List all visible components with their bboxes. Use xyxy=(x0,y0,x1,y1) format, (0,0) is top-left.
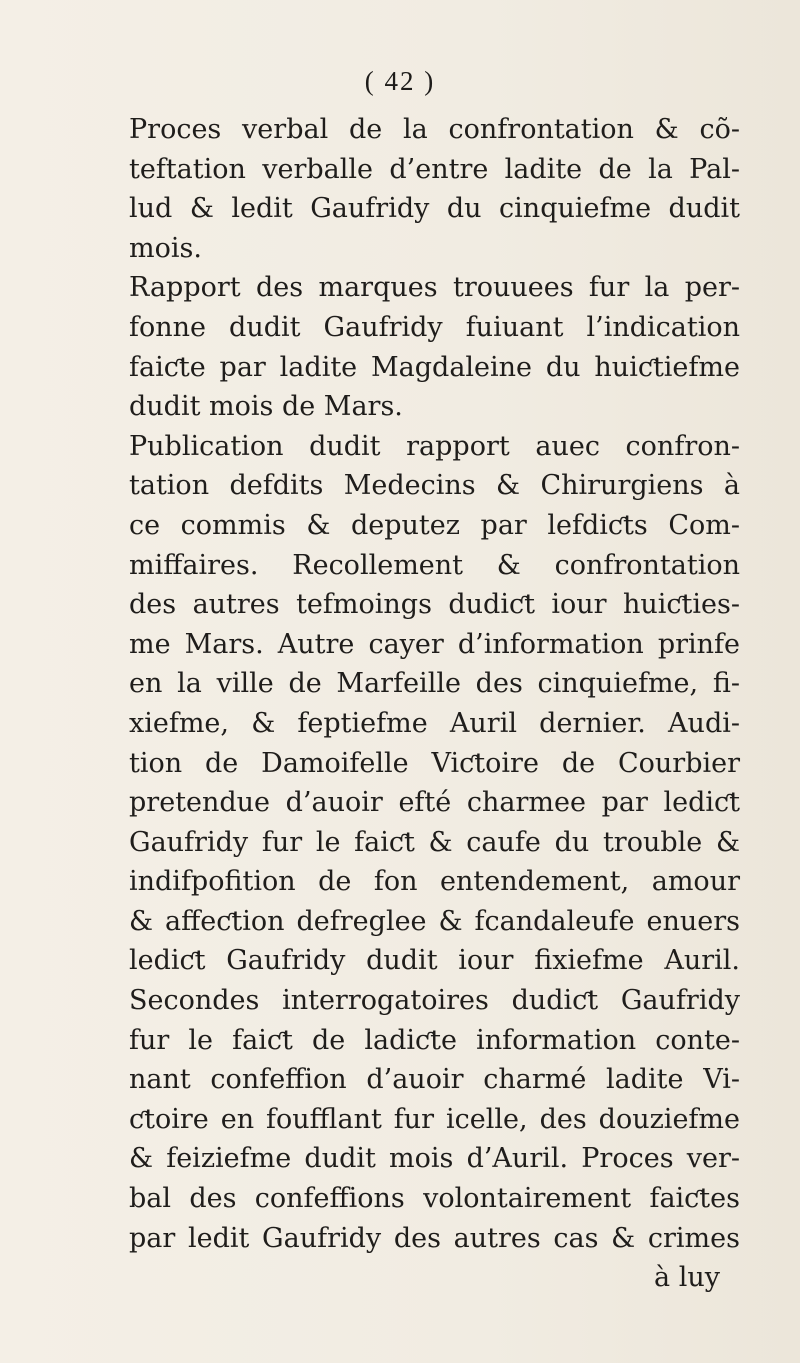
text-line: dudit mois de Mars. xyxy=(129,391,403,423)
text-line: me Mars. Autre cayer d’information prinfe xyxy=(129,628,740,660)
text-line: lud & ledit Gaufridy du cinquiefme dudit xyxy=(129,193,740,225)
text-line: teftation verballe d’entre ladite de la Pal- xyxy=(129,153,740,185)
text-line: bal des confeffions volontairement faiƈtes xyxy=(129,1183,740,1215)
text-line: Secondes interrogatoires dudiƈt Gaufridy xyxy=(129,985,740,1017)
text-line: xiefme, & feptiefme Auril dernier. Audi- xyxy=(129,707,740,739)
text-line: & affeƈtion defreglee & fcandaleufe enuers xyxy=(129,905,740,937)
text-line: faiƈte par ladite Magdaleine du huiƈtiefme xyxy=(129,351,740,383)
text-line: tion de Damoifelle Viƈtoire de Courbier xyxy=(129,747,740,779)
text-line: en la ville de Marfeille des cinquiefme, fi- xyxy=(129,668,740,700)
text-line: miffaires. Recollement & confrontation xyxy=(129,549,740,581)
text-line: mois. xyxy=(129,232,202,264)
text-line: des autres tefmoings dudiƈt iour huiƈties- xyxy=(129,589,740,621)
page-number: ( 42 ) xyxy=(364,66,436,96)
text-line: nant confeffion d’auoir charmé ladite Vi- xyxy=(129,1064,740,1096)
catchword: à luy xyxy=(654,1262,720,1294)
text-line: ƈtoire en foufflant fur icelle, des douziefme xyxy=(129,1103,740,1135)
text-line: Rapport des marques trouuees fur la per- xyxy=(129,272,740,304)
text-line: ce commis & deputez par lefdiƈts Com- xyxy=(129,509,740,541)
text-line: pretendue d’auoir efté charmee par lediƈt xyxy=(129,787,740,819)
text-line: fur le faiƈt de ladiƈte information conte- xyxy=(129,1024,740,1056)
text-line: & feiziefme dudit mois d’Auril. Proces ver- xyxy=(129,1143,740,1175)
body-text xyxy=(129,110,740,1298)
text-line: indifpofition de fon entendement, amour xyxy=(129,866,740,898)
text-line: fonne dudit Gaufridy fuiuant l’indication xyxy=(129,311,740,343)
text-line: tation defdits Medecins & Chirurgiens à xyxy=(129,470,740,502)
text-line: Gaufridy fur le faiƈt & caufe du trouble & xyxy=(129,826,740,858)
text-line: Publication dudit rapport auec confron- xyxy=(129,430,740,462)
text-line: lediƈt Gaufridy dudit iour fixiefme Auril. xyxy=(129,945,740,977)
text-line: par ledit Gaufridy des autres cas & crimes xyxy=(129,1222,740,1254)
text-line: Proces verbal de la confrontation & cõ- xyxy=(129,114,740,145)
